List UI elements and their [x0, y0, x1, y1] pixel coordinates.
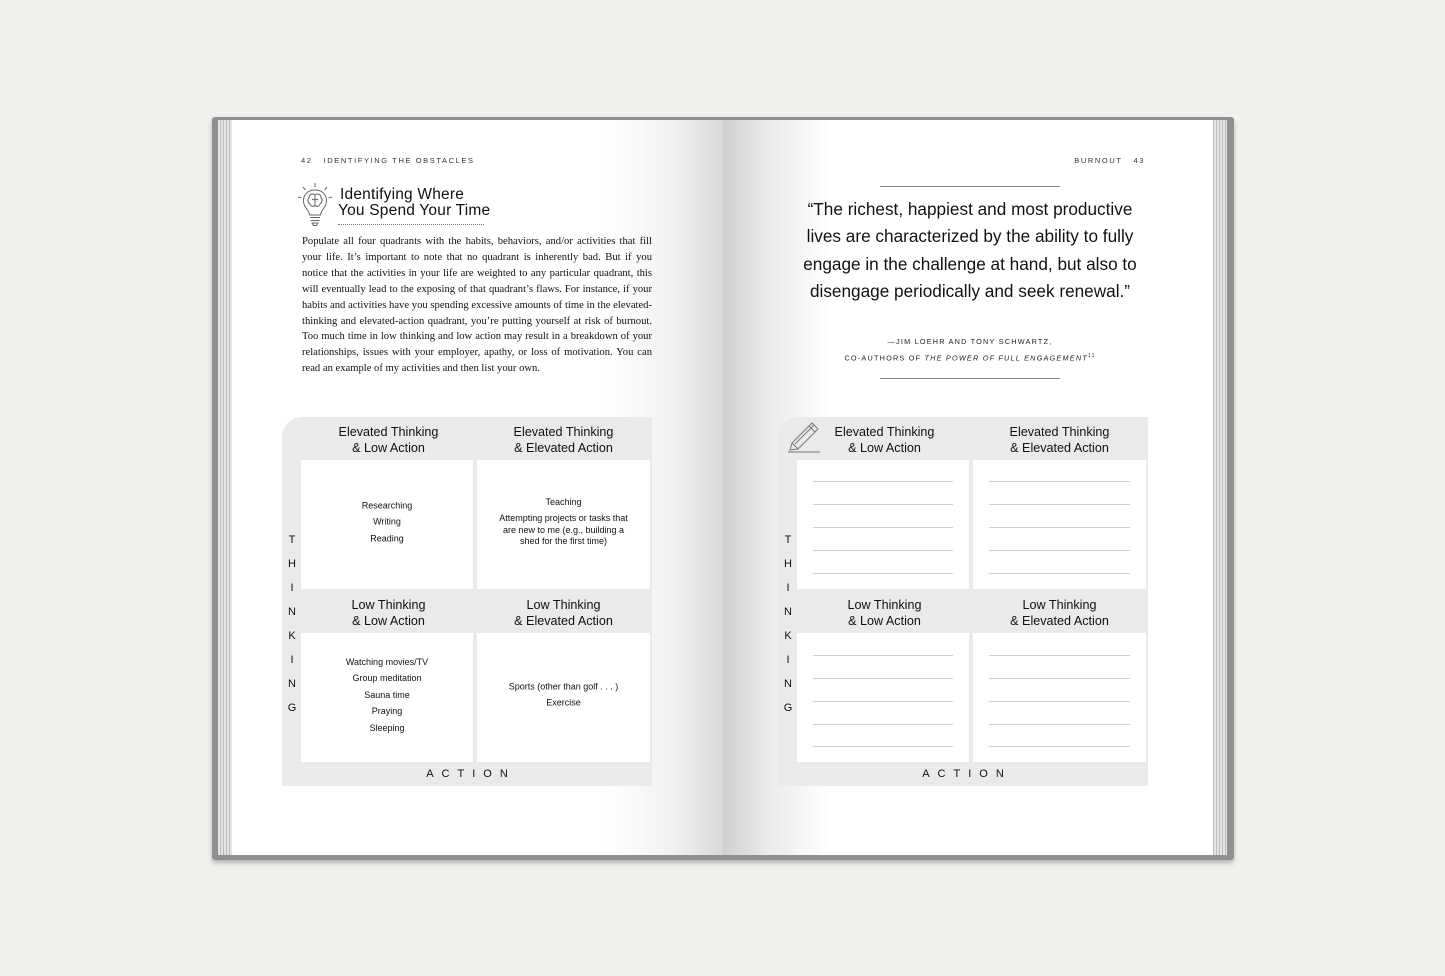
- quote-attribution-line2: [793, 353, 1147, 362]
- axis-letter: I: [290, 654, 294, 666]
- q1-item: Reading: [370, 532, 404, 543]
- q4-heading-line1: Low Thinking: [1022, 598, 1097, 612]
- q2-writing-area[interactable]: [973, 460, 1146, 589]
- q1-heading-line2: & Low Action: [848, 441, 921, 455]
- q3-heading-line1: Low Thinking: [847, 598, 922, 612]
- q1-item: Researching: [361, 499, 413, 510]
- blank-quadrant-grid: [778, 417, 1148, 786]
- footnote-marker: 11: [1087, 353, 1096, 359]
- writing-line: [989, 746, 1130, 747]
- writing-line: [813, 550, 953, 551]
- q1-heading: [301, 424, 476, 456]
- axis-letter: N: [288, 606, 296, 618]
- writing-line: [989, 550, 1130, 551]
- quote-attribution-line1: —JIM LOEHR AND TONY SCHWARTZ,: [887, 337, 1053, 346]
- left-page: [232, 120, 723, 855]
- writing-line: [813, 527, 953, 528]
- q1-heading-line1: Elevated Thinking: [834, 425, 935, 439]
- axis-letter: H: [784, 558, 792, 570]
- right-page: [723, 120, 1213, 855]
- book-title: THE POWER OF FULL ENGAGEMENT: [924, 353, 1088, 363]
- q1-heading-line2: & Low Action: [352, 441, 425, 455]
- writing-line: [989, 724, 1130, 725]
- q2-item: Teaching: [545, 496, 582, 507]
- left-running-head: [301, 156, 475, 165]
- q3-heading-line1: Low Thinking: [351, 598, 426, 612]
- page-edges-right: [1213, 120, 1227, 855]
- q3-item: Praying: [371, 705, 403, 716]
- q3-heading: [797, 597, 972, 629]
- attribution-prefix: CO-AUTHORS OF: [844, 353, 925, 363]
- body-paragraph: Populate all four quadrants with the habits, behaviors, and/or activities that fill your life. It’s important to note that no quadrant is inherently bad. But if you notice that the activities in your life are weighted to any particular quadrant, this will eventually lead to the exposing of that quadrant’s flaws. For instance, if your habits and activities have you spending excessive amounts of time in the elevated-thinking and elevated-action quadrant, you’re putting yourself at risk of burnout. Too much time in low thinking and low action may result in a breakdown of your relationships, issues with your employer, apathy, or loss of motivation. You can read an example of my activities and then list your own.: [302, 236, 652, 375]
- writing-line: [989, 573, 1130, 574]
- epigraph-quote: “The richest, happiest and most productive lives are characterized by the ability to fully engage in the challenge at hand, but also to disengage periodically and seek renewal.”: [803, 199, 1137, 301]
- axis-letter: N: [784, 678, 792, 690]
- axis-letter: K: [288, 630, 296, 642]
- thinking-axis-label: [781, 535, 795, 727]
- q4-heading: [972, 597, 1147, 629]
- writing-line: [989, 504, 1130, 505]
- q1-item: Writing: [373, 516, 401, 527]
- axis-letter: I: [290, 582, 294, 594]
- q2-cell: [477, 460, 650, 589]
- q3-heading: [301, 597, 476, 629]
- left-chapter-title: IDENTIFYING THE OBSTACLES: [323, 156, 475, 165]
- writing-line: [813, 504, 953, 505]
- q4-heading: [476, 597, 651, 629]
- q4-heading-line2: & Elevated Action: [1010, 614, 1109, 628]
- q2-heading-line2: & Elevated Action: [1010, 441, 1109, 455]
- q4-heading-line1: Low Thinking: [526, 598, 601, 612]
- axis-letter: H: [288, 558, 296, 570]
- axis-letter: G: [783, 702, 793, 714]
- axis-letter: I: [786, 582, 790, 594]
- q4-writing-area[interactable]: [973, 633, 1146, 762]
- writing-line: [989, 527, 1130, 528]
- q3-item: Group meditation: [352, 672, 422, 683]
- writing-line: [813, 724, 953, 725]
- q4-heading-line2: & Elevated Action: [514, 614, 613, 628]
- example-quadrant-grid: [282, 417, 652, 786]
- quote-top-rule: [880, 186, 1060, 187]
- axis-letter: G: [287, 702, 297, 714]
- section-title-line2: You Spend Your Time: [338, 202, 491, 219]
- left-folio: 42: [301, 156, 313, 165]
- q2-heading: [476, 424, 651, 456]
- q2-item: Attempting projects or tasks that are new to me (e.g., building a shed for the first time): [499, 513, 628, 546]
- thinking-axis-label: [285, 535, 299, 727]
- q3-writing-area[interactable]: [797, 633, 969, 762]
- right-folio: 43: [1133, 156, 1145, 165]
- axis-letter: K: [784, 630, 792, 642]
- q3-item: Sauna time: [364, 689, 410, 700]
- action-axis-label: ACTION: [922, 768, 1012, 780]
- writing-line: [813, 573, 953, 574]
- axis-letter: T: [288, 534, 296, 546]
- q3-heading-line2: & Low Action: [848, 614, 921, 628]
- section-title-line1: Identifying Where: [340, 186, 465, 203]
- q2-heading-line2: & Elevated Action: [514, 441, 613, 455]
- q2-heading-line1: Elevated Thinking: [513, 425, 614, 439]
- writing-line: [989, 678, 1130, 679]
- q4-cell: [477, 633, 650, 762]
- action-axis-label: ACTION: [426, 768, 516, 780]
- lightbulb-brain-icon: [296, 182, 334, 228]
- writing-line: [813, 746, 953, 747]
- q3-item: Sleeping: [369, 722, 405, 733]
- right-chapter-title: BURNOUT: [1074, 156, 1123, 165]
- title-underline: [338, 224, 484, 225]
- q1-writing-area[interactable]: [797, 460, 969, 589]
- writing-line: [989, 655, 1130, 656]
- axis-letter: I: [786, 654, 790, 666]
- writing-line: [813, 678, 953, 679]
- right-running-head: [1074, 156, 1145, 165]
- writing-line: [989, 481, 1130, 482]
- q4-item: Sports (other than golf . . . ): [508, 681, 619, 691]
- q3-heading-line2: & Low Action: [352, 614, 425, 628]
- q3-item: Watching movies/TV: [345, 656, 429, 667]
- section-title: [340, 187, 490, 219]
- writing-line: [813, 481, 953, 482]
- q2-heading: [972, 424, 1147, 456]
- q1-heading: [797, 424, 972, 456]
- writing-line: [813, 701, 953, 702]
- q1-heading-line1: Elevated Thinking: [338, 425, 439, 439]
- axis-letter: T: [784, 534, 792, 546]
- axis-letter: N: [288, 678, 296, 690]
- page-edges-left: [218, 120, 232, 855]
- writing-line: [989, 701, 1130, 702]
- axis-letter: N: [784, 606, 792, 618]
- writing-line: [813, 655, 953, 656]
- q3-cell: [301, 633, 473, 762]
- q4-item: Exercise: [546, 697, 581, 708]
- quote-bottom-rule: [880, 378, 1060, 379]
- q1-cell: [301, 460, 473, 589]
- q2-heading-line1: Elevated Thinking: [1009, 425, 1110, 439]
